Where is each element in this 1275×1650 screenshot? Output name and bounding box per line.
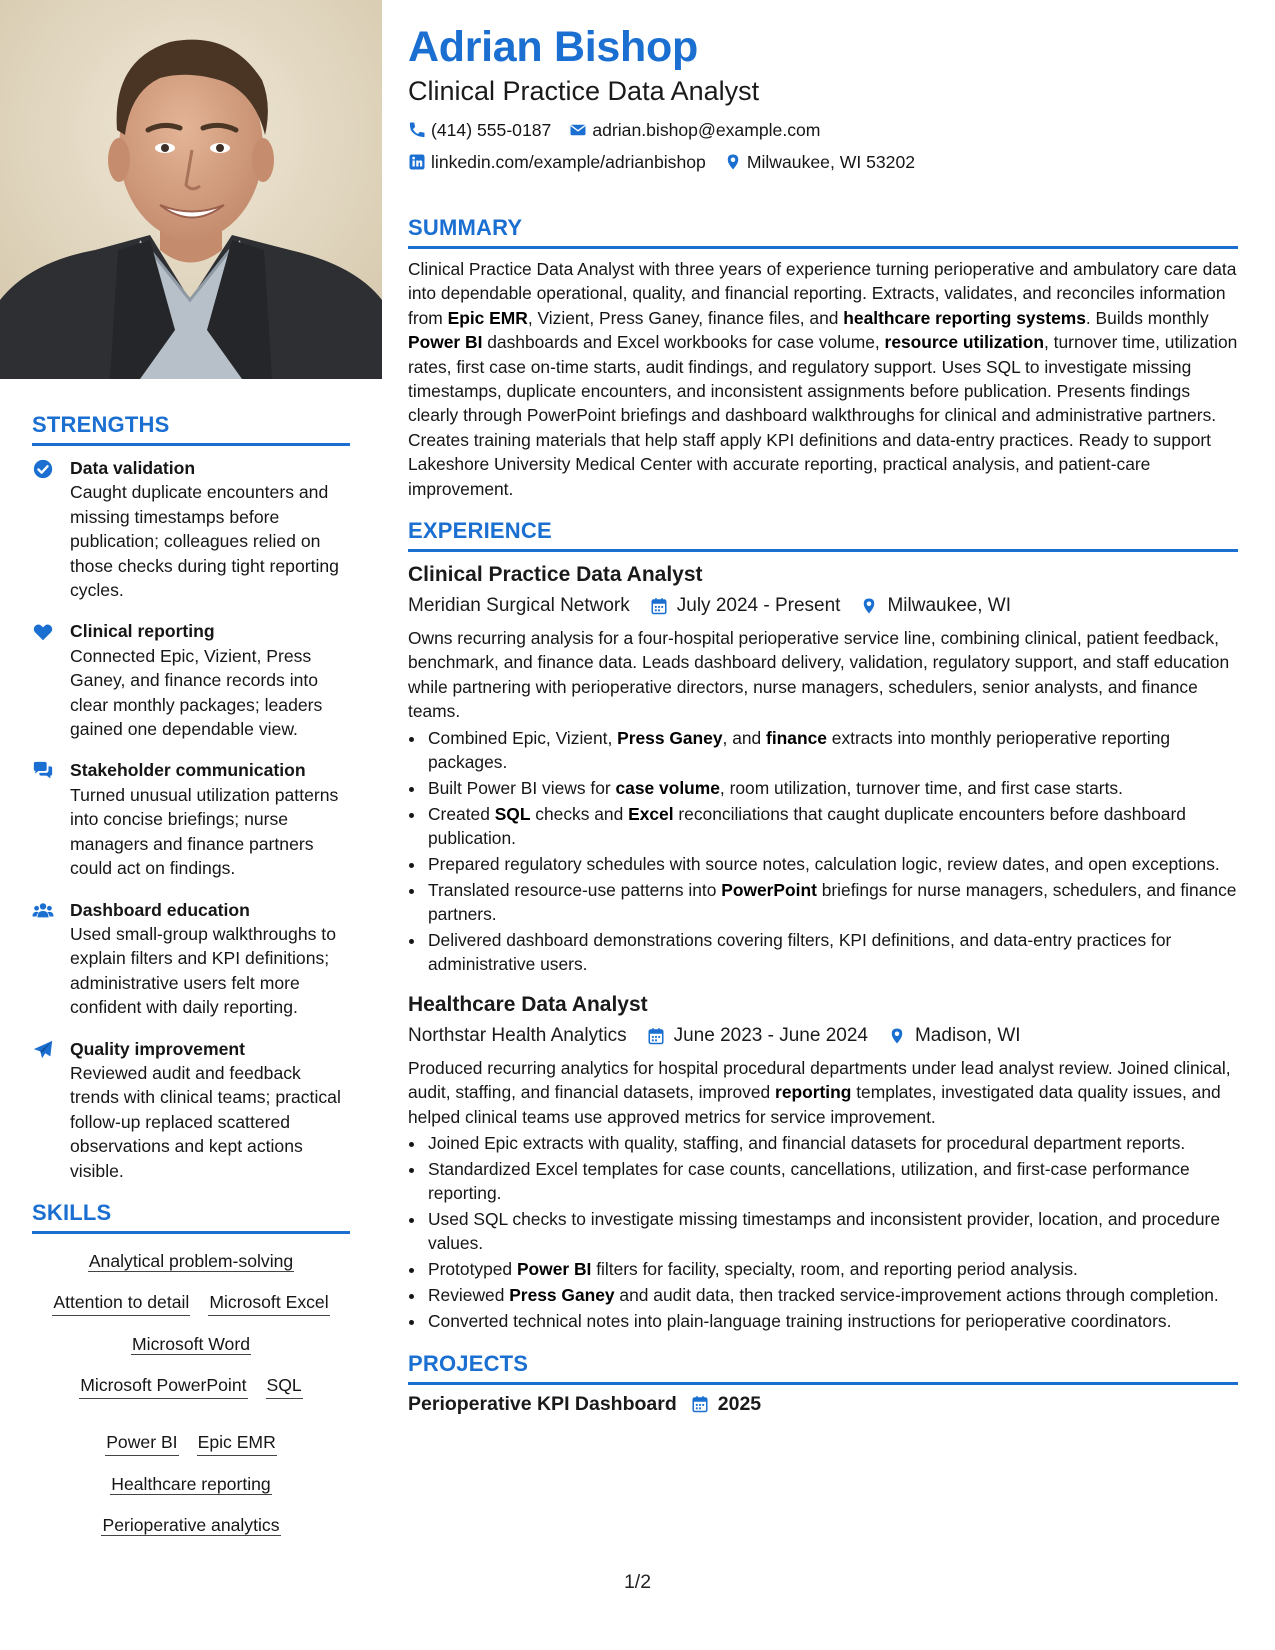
job-location: Madison, WI [914,1024,1021,1046]
experience-heading: EXPERIENCE [408,518,1238,552]
skill-tag: Power BI [105,1429,178,1456]
summary-text: Clinical Practice Data Analyst with three years of experience turning perioperative and ambulatory care data into dependable operational, quality, and financial reporting. Extracts, validates, and reconciles information from Epic EMR, Vizient, Press Ganey, finance files, and healthcare reporting systems. Builds monthly Power BI dashboards and Excel workbooks for case volume, resource utilization, turnover time, utilization rates, first case on-time starts, audit findings, and regulatory support. Uses SQL to investigate missing timestamps, duplicate encounters, and inconsistent assignments before publication. Presents findings clearly through PowerPoint briefings and dashboard walkthroughs for clinical and administrative partners. Creates training materials that help staff apply KPI definitions and data-entry practices. Ready to support Lakeshore University Medical Center with accurate reporting, practical analysis, and patient-care improvement. [408,259,1238,499]
bullet-item: • Delivered dashboard demonstrations covering filters, KPI definitions, and data-entry practices for administrative users. [426,928,1238,976]
candidate-name: Adrian Bishop [408,23,698,71]
phone-text: (414) 555-0187 [431,120,552,140]
skill-tag: Epic EMR [197,1429,277,1456]
bullet-item: • Standardized Excel templates for case counts, cancellations, utilization, and first-case performance reporting. [426,1157,1238,1205]
strength-item [32,1037,350,1183]
job-entry [408,990,1238,1333]
strength-text: Connected Epic, Vizient, Press Ganey, and finance records into clear monthly packages; leaders gained one dependable view. [70,645,323,740]
skill-tag: Microsoft Word [132,1333,250,1354]
strength-title: Quality improvement [70,1038,246,1059]
users-icon [32,898,56,1020]
bullet-item: • Translated resource-use patterns into PowerPoint briefings for nurse managers, schedulers, and finance partners. [426,878,1238,926]
linkedin-contact[interactable] [408,146,706,178]
strength-text: Caught duplicate encounters and missing timestamps before publication; colleagues relied on those checks during tight reporting cycles. [70,482,339,601]
strength-title: Stakeholder communication [70,760,306,781]
bullet-item: • Joined Epic extracts with quality, staffing, and financial datasets for procedural department reports. [426,1131,1238,1155]
job-meta [408,590,1238,622]
bullet-item: • Created SQL checks and Excel reconciliations that caught duplicate encounters before dashboard publication. [426,802,1238,850]
paper-plane-icon [32,1037,56,1183]
job-location: Milwaukee, WI [887,595,1011,617]
email-contact[interactable] [569,114,820,146]
project-title: Perioperative KPI Dashboard [408,1392,677,1415]
strength-text: Used small-group walkthroughs to explain filters and KPI definitions; administrative users felt more confident with daily reporting. [70,923,336,1018]
email-text: adrian.bishop@example.com [592,120,821,140]
skills-list [32,1244,350,1538]
strength-item [32,758,350,880]
bullet-item: • Converted technical notes into plain-language training instructions for perioperative coordinators. [426,1309,1238,1333]
right-column [408,20,1238,1416]
project-date: 2025 [717,1392,762,1415]
page-number: 1/2 [623,1571,652,1593]
strength-item [32,619,350,741]
contact-row [408,146,1238,178]
bullet-item: • Used SQL checks to investigate missing timestamps and inconsistent provider, location, and procedure values. [426,1207,1238,1255]
projects-heading: PROJECTS [408,1351,1238,1385]
skill-tag: Perioperative analytics [102,1514,280,1535]
job-dates: June 2023 - June 2024 [673,1024,868,1046]
job-bullets [408,1131,1238,1333]
skill-tag: Microsoft Excel [208,1289,329,1316]
job-meta [408,1020,1238,1052]
map-pin-icon [724,153,742,171]
contact-row [408,114,1238,146]
calendar-icon [647,1027,665,1045]
job-title: Healthcare Data Analyst [408,992,648,1016]
comments-icon [32,758,56,880]
phone-icon [408,121,426,139]
portrait-illustration [0,0,382,379]
skill-tag: SQL [266,1372,303,1399]
strengths-heading: STRENGTHS [32,412,350,446]
job-description: Produced recurring analytics for hospital procedural departments under lead analyst review. Joined clinical, audit, staffing, and financial datasets, improved reporting templates, investigated data quality issues, and helped clinical teams use approved metrics for service improvement. [408,1057,1231,1127]
phone-contact[interactable] [408,114,551,146]
calendar-icon [650,597,668,615]
map-pin-icon [888,1027,906,1045]
check-circle-icon [32,456,56,602]
calendar-icon [691,1395,709,1413]
bullet-item: • Reviewed Press Ganey and audit data, then tracked service-improvement actions through completion. [426,1283,1238,1307]
job-bullets [408,726,1238,976]
project-entry [408,1393,1238,1416]
company-name: Meridian Surgical Network [408,595,630,617]
map-pin-icon [860,597,878,615]
skill-tag: Microsoft PowerPoint [79,1372,247,1399]
skills-heading: SKILLS [32,1200,350,1234]
left-column [32,412,350,1538]
strength-text: Turned unusual utilization patterns into concise briefings; nurse managers and finance partners could act on findings. [70,784,339,879]
strength-title: Clinical reporting [70,621,215,642]
candidate-role: Clinical Practice Data Analyst [408,76,760,106]
strength-text: Reviewed audit and feedback trends with clinical teams; practical follow-up replaced scattered observations and kept actions visible. [70,1062,341,1181]
profile-photo [0,0,382,379]
bullet-item: • Prepared regulatory schedules with source notes, calculation logic, review dates, and open exceptions. [426,852,1238,876]
job-description: Owns recurring analysis for a four-hospital perioperative service line, combining clinical, patient feedback, benchmark, and finance data. Leads dashboard delivery, validation, regulatory support, and staff education while partnering with perioperative directors, nurse managers, schedulers, senior analysts, and finance teams. [408,628,1230,722]
bullet-item: • Prototyped Power BI filters for facility, specialty, room, and reporting period analysis. [426,1257,1238,1281]
skill-tag: Attention to detail [52,1289,190,1316]
summary-heading: SUMMARY [408,215,1238,249]
bullet-item: • Built Power BI views for case volume, room utilization, turnover time, and first case starts. [426,776,1238,800]
strength-item [32,898,350,1020]
job-dates: July 2024 - Present [676,595,841,617]
strength-title: Data validation [70,458,196,478]
location-contact [724,146,915,178]
linkedin-icon [408,153,426,171]
heart-icon [32,619,56,741]
location-text: Milwaukee, WI 53202 [746,152,916,172]
bullet-item: • Combined Epic, Vizient, Press Ganey, and finance extracts into monthly perioperative reporting packages. [426,726,1238,774]
strength-title: Dashboard education [70,899,250,920]
skill-tag: Healthcare reporting [111,1473,271,1494]
job-title: Clinical Practice Data Analyst [408,563,703,587]
envelope-icon [569,121,587,139]
job-entry [408,560,1238,976]
company-name: Northstar Health Analytics [408,1024,627,1046]
linkedin-text: linkedin.com/example/adrianbishop [431,152,706,172]
strength-item [32,456,350,602]
skill-tag: Analytical problem-solving [88,1250,294,1271]
